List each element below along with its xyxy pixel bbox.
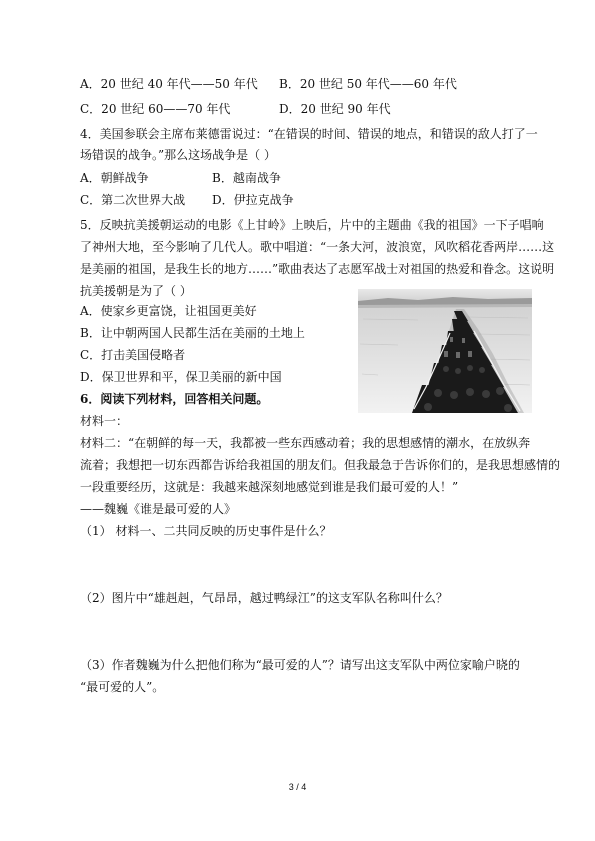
q6-source: ——魏巍《谁是最可爱的人》 (80, 502, 237, 516)
q6-material-2-line3: 一段重要经历，这就是：我越来越深刻地感觉到谁是我们最可爱的人！” (80, 480, 459, 494)
q5-option-b: B．让中朝两国人民都生活在美丽的土地上 (80, 326, 305, 340)
q6-material-1-label: 材料一： (80, 414, 129, 428)
q6-sub-question-3-line1: （3）作者魏巍为什么把他们称为“最可爱的人”？请写出这支军队中两位家喻户晓的 (80, 658, 520, 672)
q3-option-d: D．20 世纪 90 年代 (279, 102, 391, 116)
q5-option-d: D．保卫世界和平，保卫美丽的新中国 (80, 370, 282, 384)
q3-option-c: C．20 世纪 60——70 年代 (80, 102, 231, 116)
troops-crossing-river-photo (358, 289, 532, 413)
q4-option-d: D．伊拉克战争 (212, 193, 294, 207)
q6-title: 6．阅读下列材料，回答相关问题。 (80, 392, 269, 406)
q4-option-a: A．朝鲜战争 (80, 171, 149, 185)
q5-stem-line2: 了神州大地，至今影响了几代人。歌中唱道：“一条大河，波浪宽，风吹稻花香两岸……这 (80, 240, 555, 254)
q3-option-a: A．20 世纪 40 年代——50 年代 (80, 77, 258, 91)
q5-stem-line3: 是美丽的祖国，是我生长的地方……”歌曲表达了志愿军战士对祖国的热爱和眷念。这说明 (80, 262, 555, 276)
page-number: 3 / 4 (288, 782, 307, 792)
q5-option-a: A．使家乡更富饶，让祖国更美好 (80, 304, 257, 318)
q6-material-2-line1: 材料二：“在朝鲜的每一天，我都被一些东西感动着；我的思想感情的潮水，在放纵奔 (80, 436, 531, 450)
q5-option-c: C．打击美国侵略者 (80, 348, 186, 362)
q4-option-c: C．第二次世界大战 (80, 193, 186, 207)
q6-sub-question-1: （1） 材料一、二共同反映的历史事件是什么？ (80, 524, 332, 538)
q5-stem-line1: 5．反映抗美援朝运动的电影《上甘岭》上映后，片中的主题曲《我的祖国》一下子唱响 (80, 218, 544, 232)
q4-stem-line1: 4．美国参联会主席布莱德雷说过：“在错误的时间、错误的地点，和错误的敌人打了一 (80, 127, 538, 141)
q4-option-b: B．越南战争 (212, 171, 281, 185)
q6-sub-question-3-line2: “最可爱的人”。 (80, 680, 165, 694)
q3-option-b: B．20 世纪 50 年代——60 年代 (279, 77, 457, 91)
q6-sub-question-2: （2）图片中“雄赳赳，气昂昂，越过鸭绿江”的这支军队名称叫什么？ (80, 591, 448, 605)
q5-stem-line4: 抗美援朝是为了（ ） (80, 284, 192, 298)
q4-stem-line2: 场错误的战争。”那么这场战争是（ ） (80, 148, 276, 162)
q6-material-2-line2: 流着；我想把一切东西都告诉给我祖国的朋友们。但我最急于告诉你们的，是我思想感情的 (80, 458, 561, 472)
